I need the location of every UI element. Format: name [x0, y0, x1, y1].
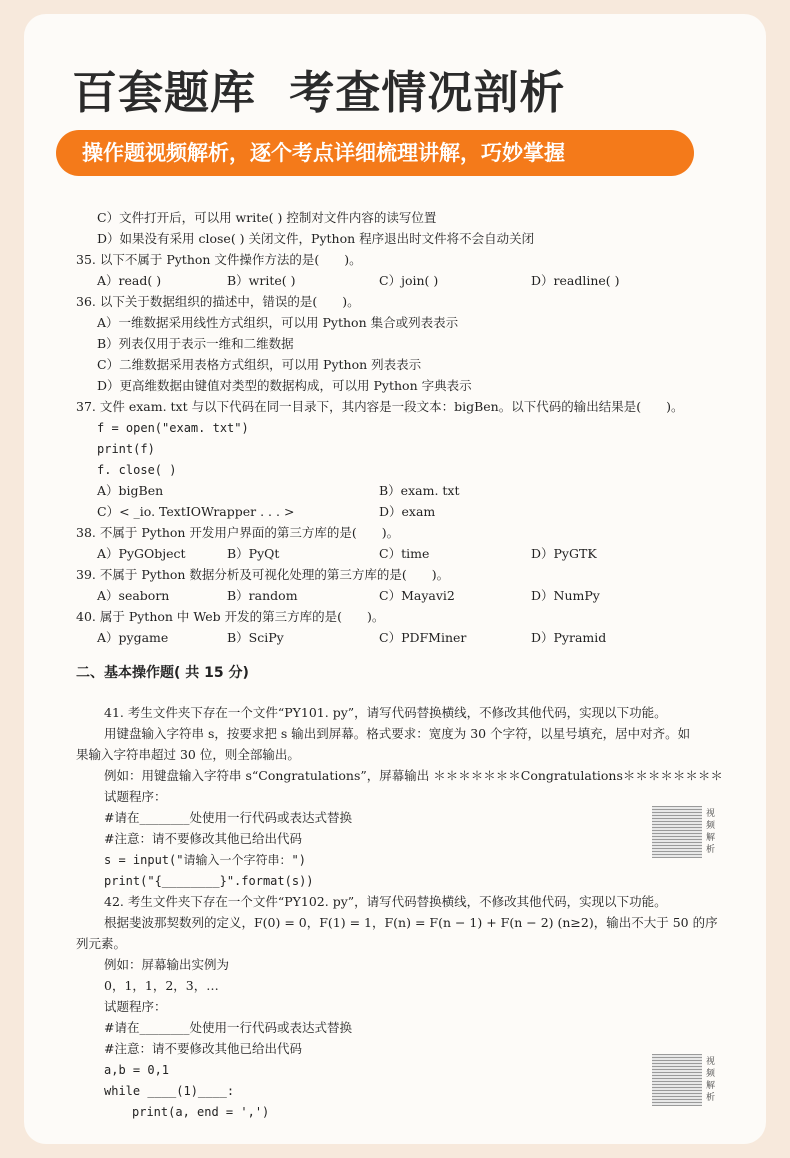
q42-hint-2: #注意：请不要修改其他已给出代码	[104, 1041, 302, 1056]
q34-option-c: C）文件打开后，可以用 write( ) 控制对文件内容的读写位置	[97, 210, 437, 225]
q42-program-label: 试题程序：	[104, 999, 167, 1014]
q37-option-b: B）exam. txt	[379, 483, 460, 498]
q39-stem: 39. 不属于 Python 数据分析及可视化处理的第三方库的是( )。	[76, 567, 450, 582]
q36-option-c: C）二维数据采用表格方式组织，可以用 Python 列表表示	[97, 357, 422, 372]
q41-requirement-2: 果输入字符串超过 30 位，则全部输出。	[76, 747, 300, 762]
q38-stem: 38. 不属于 Python 开发用户界面的第三方库的是( )。	[76, 525, 400, 540]
q38-option-d: D）PyGTK	[531, 546, 597, 561]
q38-option-c: C）time	[379, 546, 430, 561]
section-heading: 二、基本操作题( 共 15 分)	[76, 665, 249, 681]
video-qr-code[interactable]	[652, 806, 702, 858]
q42-code-line-3: print(a, end = ',')	[132, 1105, 270, 1119]
q38-option-b: B）PyQt	[227, 546, 280, 561]
q39-option-c: C）Mayavi2	[379, 588, 455, 603]
q35-stem: 35. 以下不属于 Python 文件操作方法的是( )。	[76, 252, 362, 267]
q37-stem: 37. 文件 exam. txt 与以下代码在同一目录下，其内容是一段文本：bigBen。以下代码的输出结果是( )。	[76, 399, 684, 414]
q42-example-output: 0，1，1，2，3，…	[104, 978, 219, 993]
q42-requirement-2: 列元素。	[76, 936, 127, 951]
q36-option-d: D）更高维数据由键值对类型的数据构成，可以用 Python 字典表示	[97, 378, 472, 393]
q36-option-b: B）列表仅用于表示一维和二维数据	[97, 336, 294, 351]
q38-option-a: A）PyGObject	[97, 546, 186, 561]
promo-banner: 操作题视频解析，逐个考点详细梳理讲解，巧妙掌握	[56, 130, 694, 176]
q40-option-a: A）pygame	[97, 630, 169, 645]
q41-hint-1: #请在________处使用一行代码或表达式替换	[104, 810, 352, 825]
q34-option-d: D）如果没有采用 close( ) 关闭文件，Python 程序退出时文件将不会自动关闭	[97, 231, 535, 246]
q35-option-d: D）readline( )	[531, 273, 620, 288]
page-card	[24, 14, 766, 1144]
q35-option-b: B）write( )	[227, 273, 296, 288]
video-label: 视频解析	[706, 809, 716, 855]
q42-code-line-1: a,b = 0,1	[104, 1063, 170, 1077]
q40-stem: 40. 属于 Python 中 Web 开发的第三方库的是( )。	[76, 609, 385, 624]
video-qr-code[interactable]	[652, 1054, 702, 1106]
page-title: 百套题库 考查情况剖析	[72, 66, 566, 119]
q37-option-a: A）bigBen	[97, 483, 164, 498]
q35-option-c: C）join( )	[379, 273, 439, 288]
q41-hint-2: #注意：请不要修改其他已给出代码	[104, 831, 302, 846]
q40-option-d: D）Pyramid	[531, 630, 607, 645]
q40-option-b: B）SciPy	[227, 630, 284, 645]
q41-program-label: 试题程序：	[104, 789, 167, 804]
q37-option-d: D）exam	[379, 504, 436, 519]
q42-code-line-2: while ____(1)____:	[104, 1084, 235, 1098]
video-label: 视频解析	[706, 1057, 716, 1103]
q37-code-line-3: f. close( )	[97, 463, 177, 477]
q42-hint-1: #请在________处使用一行代码或表达式替换	[104, 1020, 352, 1035]
q41-requirement-1: 用键盘输入字符串 s，按要求把 s 输出到屏幕。格式要求：宽度为 30 个字符，以星号填充，居中对齐。如	[104, 726, 691, 741]
q41-code-line-1: s = input("请输入一个字符串：")	[104, 853, 306, 867]
q39-option-b: B）random	[227, 588, 298, 603]
q35-option-a: A）read( )	[97, 273, 162, 288]
q37-option-c: C）< _io. TextIOWrapper . . . >	[97, 504, 295, 519]
q42-example: 例如：屏幕输出实例为	[104, 957, 230, 972]
q41-stem: 41. 考生文件夹下存在一个文件“PY101. py”，请写代码替换横线，不修改其他代码，实现以下功能。	[104, 705, 667, 720]
q36-stem: 36. 以下关于数据组织的描述中，错误的是( )。	[76, 294, 360, 309]
q40-option-c: C）PDFMiner	[379, 630, 467, 645]
q39-option-a: A）seaborn	[97, 588, 170, 603]
q37-code-line-1: f = open("exam. txt")	[97, 421, 249, 435]
q41-example: 例如：用键盘输入字符串 s“Congratulations”，屏幕输出 ＊＊＊＊＊＊＊Congratulations＊＊＊＊＊＊＊＊	[104, 768, 723, 783]
q39-option-d: D）NumPy	[531, 588, 600, 603]
q36-option-a: A）一维数据采用线性方式组织，可以用 Python 集合或列表表示	[97, 315, 459, 330]
q42-stem: 42. 考生文件夹下存在一个文件“PY102. py”，请写代码替换横线，不修改其他代码，实现以下功能。	[104, 894, 667, 909]
q42-requirement-1: 根据斐波那契数列的定义，F(0) = 0，F(1) = 1，F(n) = F(n − 1) + F(n − 2) (n≥2)，输出不大于 50 的序	[104, 915, 718, 930]
q37-code-line-2: print(f)	[97, 442, 155, 456]
q41-code-line-2: print("{________}".format(s))	[104, 874, 314, 888]
